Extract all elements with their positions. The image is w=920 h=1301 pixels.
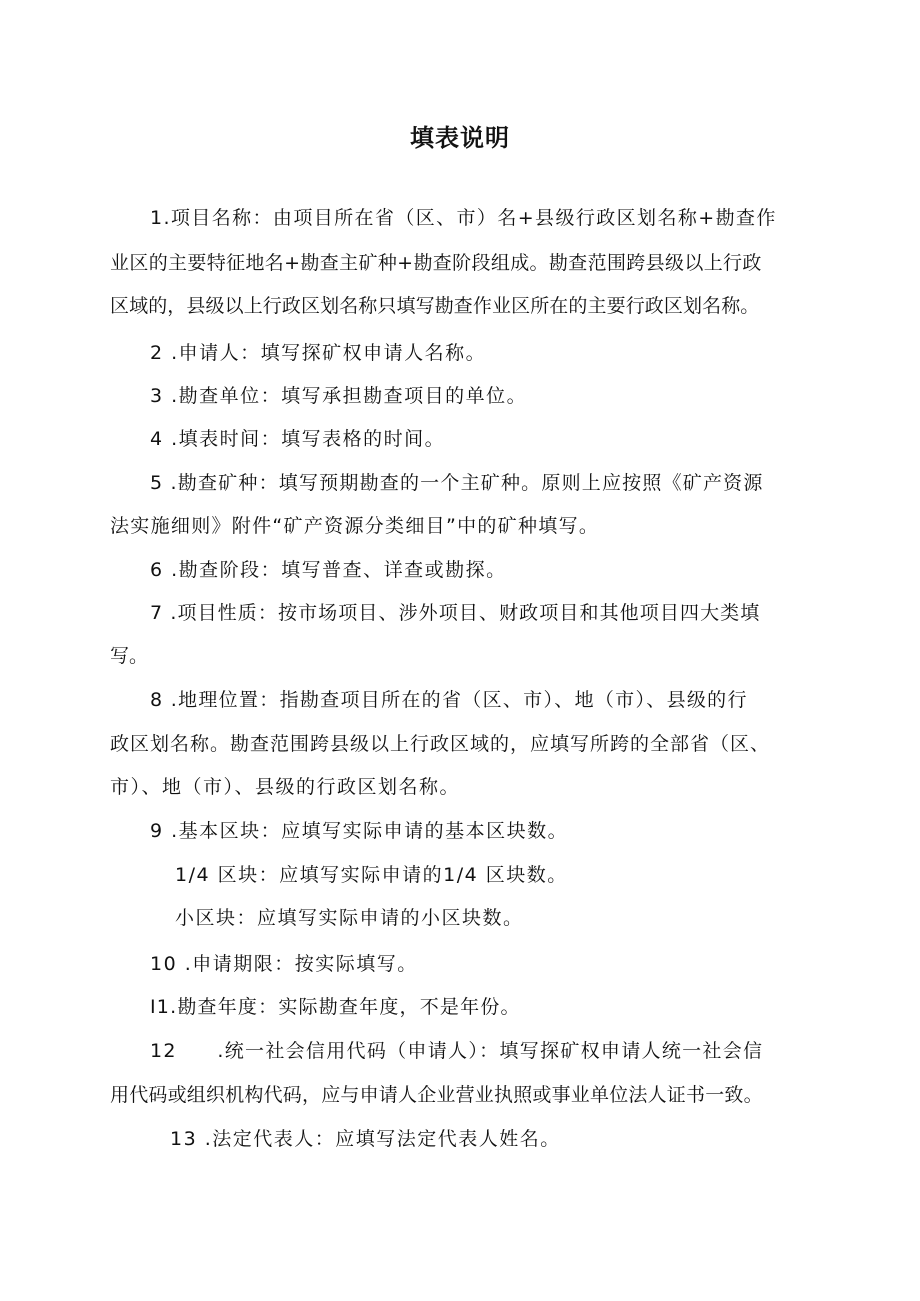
item-12-line-2: 用代码或组织机构代码，应与申请人企业营业执照或事业单位法人证书一致。 xyxy=(110,1084,763,1106)
item-3: 3 .勘查单位：填写承担勘查项目的单位。 xyxy=(150,385,528,407)
item-1-line-3: 区域的，县级以上行政区划名称只填写勘查作业区所在的主要行政区划名称。 xyxy=(110,295,760,317)
page-title: 填表说明 xyxy=(410,124,510,152)
item-9: 9 .基本区块：应填写实际申请的基本区块数。 xyxy=(150,820,569,842)
item-11: I1.勘查年度：实际勘查年度，不是年份。 xyxy=(150,996,521,1018)
item-12-line-1: 12 .统一社会信用代码（申请人）：填写探矿权申请人统一社会信 xyxy=(150,1040,764,1062)
item-9-quarter-block: 1/4 区块：应填写实际申请的1/4 区块数。 xyxy=(175,864,568,886)
item-1-line-2: 业区的主要特征地名+勘查主矿种+勘查阶段组成。勘查范围跨县级以上行政 xyxy=(110,252,762,274)
item-8-line-1: 8 .地理位置：指勘查项目所在的省（区、市）、地（市）、县级的行 xyxy=(150,689,748,711)
item-8-line-3: 市）、地（市）、县级的行政区划名称。 xyxy=(110,776,461,798)
item-8-line-2: 政区划名称。勘查范围跨县级以上行政区域的，应填写所跨的全部省（区、 xyxy=(110,733,771,755)
item-7-line-2: 写。 xyxy=(110,645,149,667)
item-9-small-block: 小区块：应填写实际申请的小区块数。 xyxy=(175,907,524,929)
item-7-line-1: 7 .项目性质：按市场项目、涉外项目、财政项目和其他项目四大类填 xyxy=(150,602,761,624)
item-5-line-1: 5 .勘查矿种：填写预期勘查的一个主矿种。原则上应按照《矿产资源 xyxy=(150,472,764,494)
item-1-line-1: 1.项目名称：由项目所在省（区、市）名+县级行政区划名称+勘查作 xyxy=(150,207,777,229)
item-2: 2 .申请人：填写探矿权申请人名称。 xyxy=(150,342,487,364)
item-10: 10 .申请期限：按实际填写。 xyxy=(150,953,418,975)
item-5-line-2: 法实施细则》附件“矿产资源分类细目”中的矿种填写。 xyxy=(110,515,600,537)
item-6: 6 .勘查阶段：填写普查、详查或勘探。 xyxy=(150,559,507,581)
item-13: 13 .法定代表人：应填写法定代表人姓名。 xyxy=(170,1128,561,1150)
item-4: 4 .填表时间：填写表格的时间。 xyxy=(150,428,446,450)
